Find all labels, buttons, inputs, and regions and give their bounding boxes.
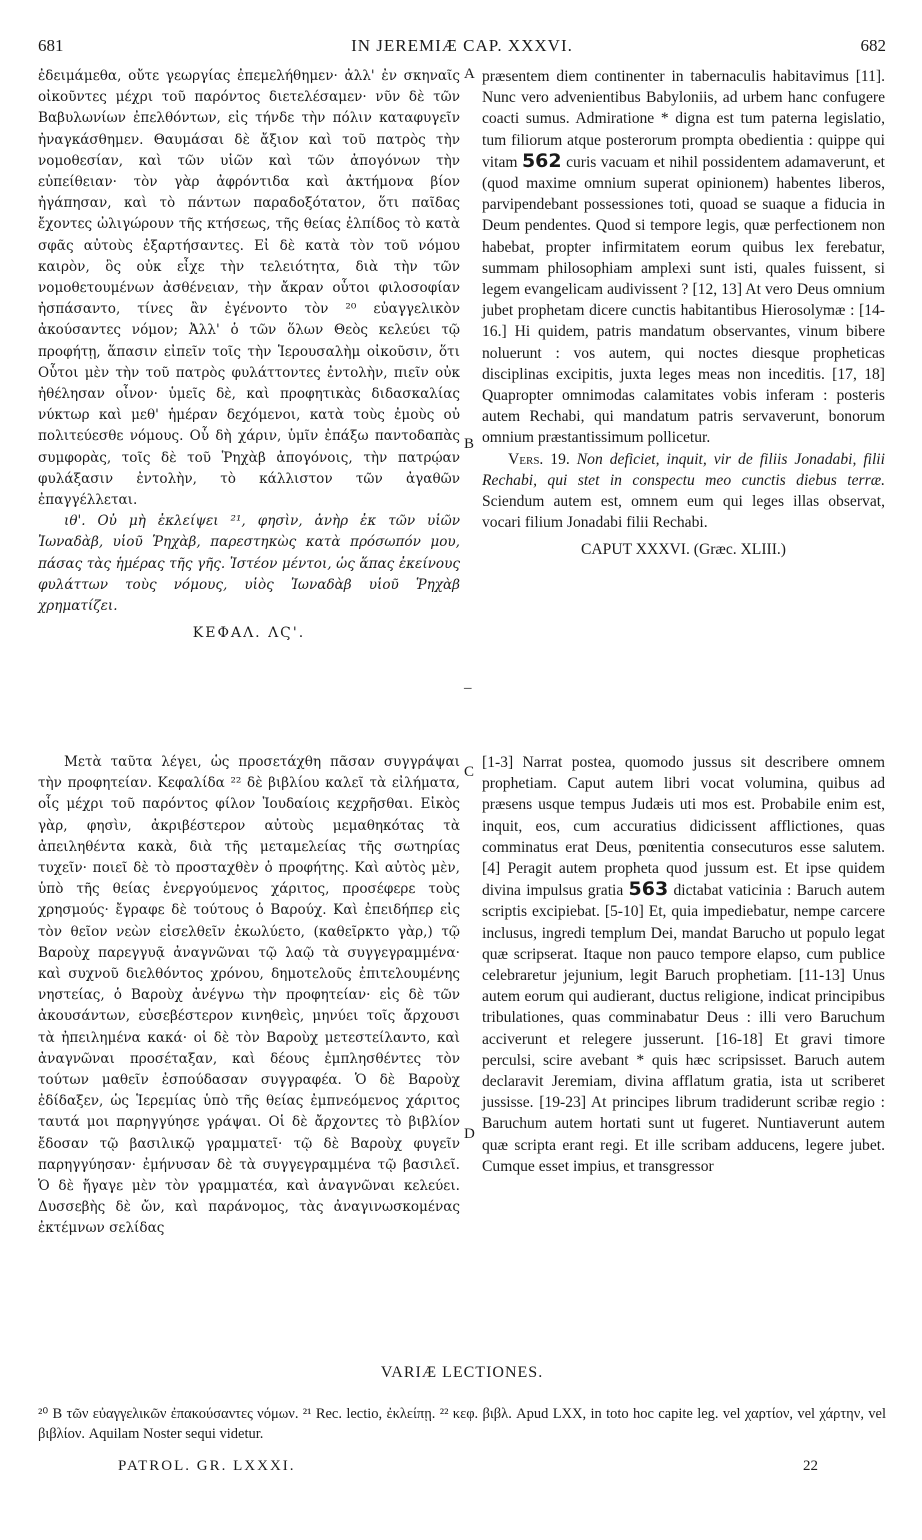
running-title: IN JEREMIÆ CAP. XXXVI. (351, 36, 573, 55)
latin-text: præsentem diem continenter in tabernaculis habitavimus [11]. Nunc vero advenientibus Babyloniis, ad urbem hanc confugere coacti sumus. Admiratione * digna est tum paterna legislatio, tum filiorum atque posterorum prompta obedientia : quippe qui vitam (482, 68, 885, 171)
latin-text: curis vacuam et nihil possidentem adamaverunt, et (quod maxime omnium superat opinionem) habentes liberos, parvipendebant possessiones toti, quoad se suaque a fiducia in Deum pendentes. Quod si tempore legis, quæ perfectionem non habebat, propter infirmitatem eorum quibus lex ferebatur, summam philosophiam amplexi sunt isti, quales fuissent, si legem evangelicam audivissent ? [12, 13] At vero Deus omnium jubet prophetam dicere cunctis habitantibus Hierosolymæ : [14-16.] Hi quidem, patris mandatum observantes, vinum bibere noluerunt : vos autem, qui noctes diesque propheticas disciplinas excipitis, juxta leges meas non inceditis. [17, 18] Quapropter omnimodas calamitates vobis inferam : posteris autem Rechabi, qui mandatum patris servaverunt, bonorum omnium præstantissimum pollicetur. (482, 153, 885, 447)
greek-column-top (38, 66, 460, 662)
verse-quote: Non deficiet, inquit, vir de filiis Jonadabi, filii Rechabi, qui stet in conspectu meo cunctis diebus terræ. (482, 450, 885, 489)
running-header (38, 36, 886, 60)
page-number-right: 682 (860, 36, 886, 55)
greek-paragraph-verse: ιθ'. Οὐ μὴ ἐκλείψει ²¹, φησὶν, ἀνὴρ ἐκ τῶν υἱῶν Ἰωναδὰβ, υἱοῦ Ῥηχὰβ, παρεστηκὼς κατὰ πρόσωπόν μου, πάσας τὰς ἡμέρας τῆς γῆς. Ἰστέον μέντοι, ὡς ἅπας ἐκείνους φυλάττων τοὺς νόμους, υἱὸς Ἰωναδὰβ υἱοῦ Ῥηχὰβ χρηματίζει. (38, 513, 460, 615)
variae-lectiones-text: ²⁰ B τῶν εὐαγγελικῶν ἐπακούσαντες νόμων. ²¹ Rec. lectio, ἐκλείπῃ. ²² κεφ. βιβλ. Apud LXX, in toto hoc capite leg. vel χαρτίον, vel χάρτην, vel βιβλίον. Aquilam Noster sequi videtur. (38, 1406, 886, 1442)
page-number-left: 681 (38, 36, 64, 55)
latin-text: dictabat vaticinia : Baruch autem scriptis excipiebat. [5-10] Et, quia impediebatur, nempe carcere inclusus, ingredi templum Dei, mandat Barucho ut populo legat quæ scripserat. Itaque non pauco tempore elapso, cum publice celebraretur jejunium, legit Baruch prophetiam. [11-13] Unus autem eorum qui audierant, ductus religione, indicat principibus tribulationes, quas comminabatur Deus : illi vero Baruchum acciverunt et relegere jusserunt. [16-18] Et gravi timore perculsi, scire avebant * quis hæc scripsisset. Baruch autem declaravit Jeremiam, divina afflatum gratia, ista ut scriberet jussisse. [19-23] At principes librum tradiderunt scribæ regio : Baruchum autem hortati sunt ut fugeret. Nuntiaverunt autem quæ scripta erant regi. Et ille scribam adducens, legere jubet. Cumque esset impius, et transgressor (482, 882, 885, 1175)
verse-label: Vers. 19. (508, 450, 570, 468)
column-number-562: 562 (521, 149, 562, 172)
page-footer (118, 1458, 818, 1480)
margin-marker-b: B (464, 436, 475, 452)
footer-series: PATROL. GR. LXXXI. (118, 1458, 296, 1474)
margin-marker-d: D (464, 1126, 475, 1142)
latin-text: [1-3] Narrat postea, quomodo jussus sit describere omnem prophetiam. Caput autem libri vocat volumina, quibus ad præsens usque tempus Judæis uti mos est. Probabile enim est, inquit, eos, cum accuratius didicissent afflictiones, quas comminatus erat Deus, pœnitentia consecuturos esse salutem. [4] Peragit autem propheta quod jussum est. Et ipse quidem divina impulsus gratia (482, 754, 885, 900)
latin-chapter-heading: CAPUT XXXVI. (Græc. XLIII.) (581, 541, 786, 559)
margin-marker-a: A (464, 66, 475, 82)
latin-text: Sciendum autem est, omnem eum qui leges illas observat, vocari filium Jonadabi filii Rechabi. (482, 493, 885, 532)
variae-lectiones-heading: VARIÆ LECTIONES. (380, 1364, 544, 1381)
greek-column-bottom (38, 752, 460, 1312)
greek-chapter-heading: ΚΕΦΑΛ. ΛϚ'. (192, 625, 306, 642)
latin-paragraph (482, 66, 885, 449)
latin-column-bottom (482, 752, 885, 1332)
latin-paragraph (482, 752, 885, 1177)
column-number-563: 563 (628, 878, 669, 901)
margin-marker-c: C (464, 764, 475, 780)
margin-marker-dash: – (464, 680, 472, 696)
greek-paragraph: ἐδειμάμεθα, οὔτε γεωργίας ἐπεμελήθημεν· ἀλλ' ἐν σκηναῖς οἰκοῦντες μέχρι τοῦ παρόντος διετελέσαμεν· νῦν δὲ τῶν Βαβυλωνίων ἐπελθόντων, εἰς τήνδε τὴν πόλιν καταφυγεῖν ἠναγκάσθημεν. Θαυμάσαι δὲ ἄξιον καὶ τοῦ πατρὸς τὴν νομοθεσίαν, καὶ τῶν υἱῶν καὶ τῶν ἀπογόνων τὴν εὐπείθειαν· τὸν γὰρ ἀφρόντιδα καὶ ἀκτήμονα βίον ἠγάπησαν, καὶ τὸ πάντων παραδοξότατον, ὅτι παῖδας ἔχοντες ὠλιγώρουν τῆς κτήσεως, τῆς θείας ἐλπίδος τὸ κατὰ σφᾶς αὐτοὺς ἐξαρτήσαντες. Εἰ δὲ κατὰ τὸν τοῦ νόμου καιρὸν, ὃς οὐκ εἶχε τὴν τελειότητα, διὰ τὴν τῶν νομοθετουμένων ἀσθένειαν, τὴν ἄκραν οὗτοι φιλοσοφίαν ἠσπάσαντο, τίνες ἂν ἐγένοντο τὸν ²⁰ εὐαγγελικὸν ἀκούσαντες νόμον; Ἀλλ' ὁ τῶν ὅλων Θεὸς κελεύει τῷ προφήτῃ, ἅπασιν εἰπεῖν τοῖς τὴν Ἱερουσαλὴμ οἰκοῦσιν, ὅτι Οὗτοι μὲν τὴν τοῦ πατρὸς φυλάττοντες ἐντολὴν, πιεῖν οὐκ ἠθέλησαν οἶνον· ὑμεῖς δὲ, καὶ προφητικὰς διδασκαλίας νύκτωρ καὶ μεθ' ἡμέραν δεχόμενοι, κατὰ τοὺς ἐμοὺς οὐ πολιτεύεσθε νόμους. Οὗ δὴ χάριν, ὑμῖν ἐπάξω παντοδαπὰς συμφορὰς, τοῖς δὲ τοῦ Ῥηχὰβ ἀπογόνοις, τὴν πατρῴαν φυλάξασιν ἐντολὴν, τὸ κάλλιστον τῶν ἀγαθῶν ἐπαγγέλλεται. (38, 68, 460, 509)
greek-paragraph: Μετὰ ταῦτα λέγει, ὡς προσετάχθη πᾶσαν συγγράψαι τὴν προφητείαν. Κεφαλίδα ²² δὲ βιβλίου καλεῖ τὰ εἰλήματα, οἷς μέχρι τοῦ παρόντος φίλον Ἰουδαίοις κεχρῆσθαι. Εἰκὸς γὰρ, φησὶν, ἀκριβέστερον αὐτοὺς μεμαθηκότας τὰ ἀπειληθέντα κακὰ, διὰ τῆς μεταμελείας τῆς σωτηρίας τυχεῖν· ποιεῖ δὲ τὸ προσταχθὲν ὁ προφήτης. Καὶ αὐτὸς μὲν, ὑπὸ τῆς θείας ἐνεργούμενος χάριτος, προσέφερε τοὺς χρησμούς· ἔγραφε δὲ τούτους ὁ Βαρούχ. Καὶ ἐπειδήπερ εἰς τὸν θεῖον νεὼν εἰσελθεῖν ἐκωλύετο, (καθεῖρκτο γὰρ,) τῷ Βαροὺχ παρεγγυᾷ ἀναγνῶναι τῷ λαῷ τὰ συγγεγραμμένα· καὶ συχνοῦ διελθόντος χρόνου, δημοτελοῦς ἐπιτελουμένης νηστείας, ὁ Βαροὺχ ἀνέγνω τὴν προφητείαν· εἰς δὲ τῶν ἀκουσάντων, εὐσεβέστερον κινηθεὶς, μηνύει τοῖς ἄρχουσι τὰ ἠπειλημένα κακά· οἱ δὲ τὸν Βαροὺχ μετεστείλαντο, καὶ ἀναγνῶναι προσέταξαν, καὶ δέους ἐμπλησθέντες τὸν τούτων μαθεῖν ἐσπούδασαν συγγραφέα. Ὁ δὲ Βαροὺχ ἐδίδαξεν, ὡς Ἱερεμίας ὑπὸ τῆς θείας ἐμπνεόμενος χάριτος ταυτά μοι παρηγγύησε γράψαι. Οἱ δὲ ἄρχοντες τὸ βιβλίον ἔδοσαν τῷ βασιλικῷ γραμματεῖ· τῷ δὲ Βαροὺχ φυγεῖν παρηγγύησαν· ἐμήνυσαν δὲ τὰ συγγεγραμμένα τῷ βασιλεῖ. Ὁ δὲ ἤγαγε μὲν τὸν γραμματέα, καὶ ἀναγνῶναι κελεύει. Δυσσεβὴς δὲ ὤν, καὶ παράνομος, τὰς ἀναγινωσκομένας ἐκτέμνων σελίδας (38, 754, 460, 1237)
latin-column-top (482, 66, 885, 706)
footer-signature: 22 (803, 1458, 818, 1474)
latin-verse-paragraph (482, 449, 885, 534)
